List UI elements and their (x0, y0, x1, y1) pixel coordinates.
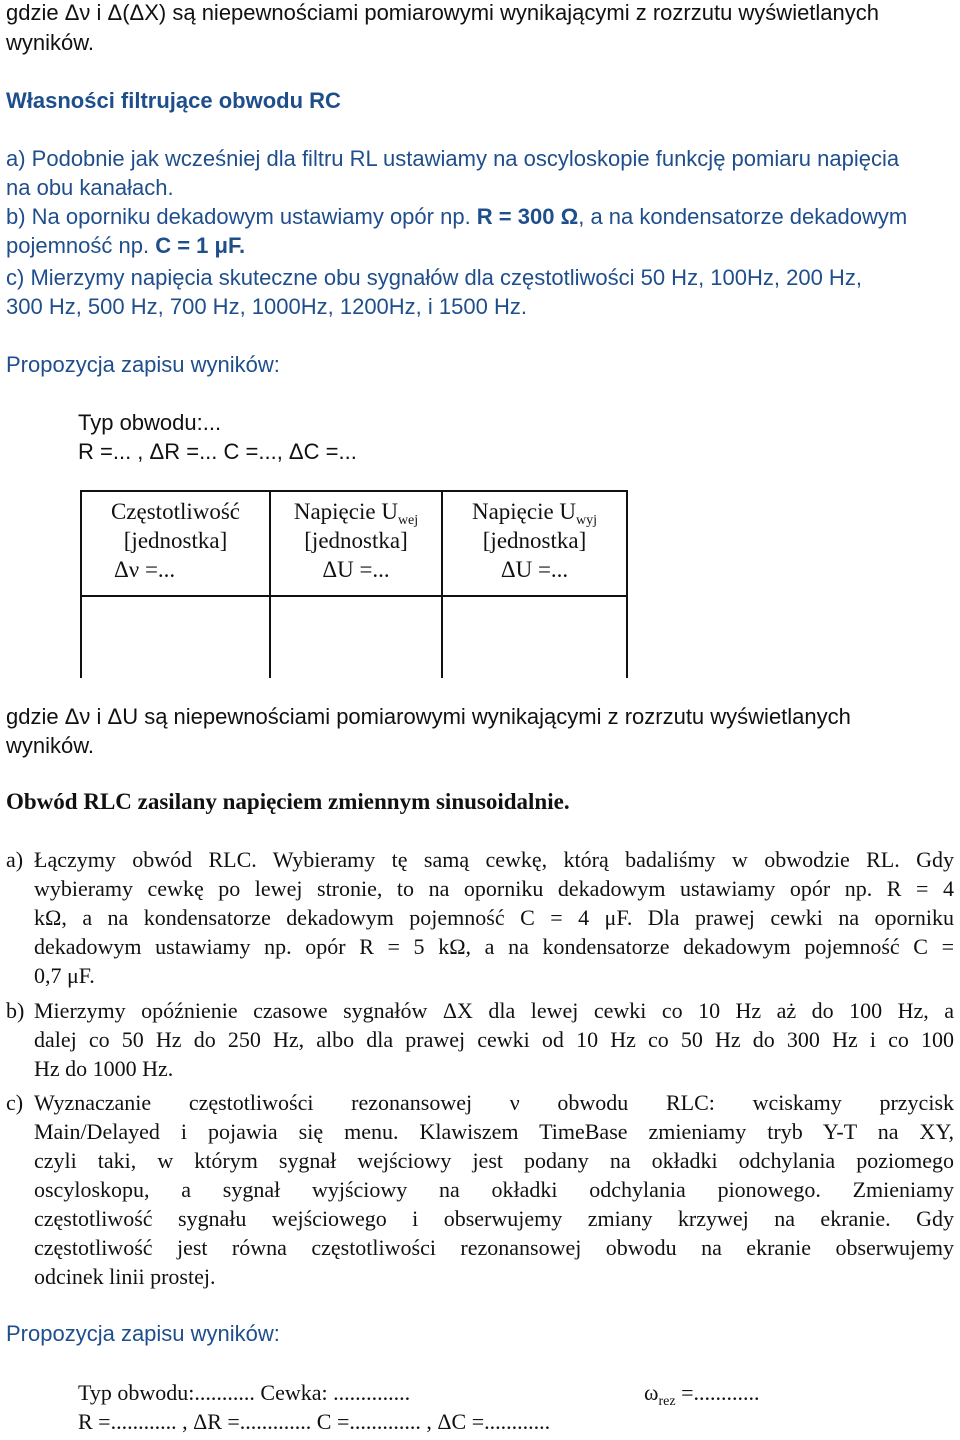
note-line-1: gdzie Δν i ΔU są niepewnościami pomiarowymi wynikającymi z rozrzutu wyświetlanych (6, 704, 851, 729)
input-voltage-uncertainty: ΔU =... (322, 557, 390, 582)
paragraph-line: częstotliwość sygnału wejściowego i obserwujemy zmiany krzywej na ekranie. Gdy (34, 1206, 954, 1231)
rc-item-c-line-1: c) Mierzymy napięcia skuteczne obu sygnałów dla częstotliwości 50 Hz, 100Hz, 200 Hz, (6, 265, 862, 290)
output-voltage-subscript: wyj (576, 513, 598, 528)
paragraph-line: kΩ, a na kondensatorze dekadowym pojemność C = 4 μF. Dla prawej cewki na oporniku (34, 905, 954, 930)
table-header-frequency (82, 497, 269, 584)
paragraph-line: Łączymy obwód RLC. Wybieramy tę samą cewkę, którą badaliśmy w obwodzie RL. Gdy (34, 847, 954, 872)
intro-line-1: gdzie Δν i Δ(ΔX) są niepewnościami pomiarowymi wynikającymi z rozrzutu wyświetlanych (6, 0, 880, 25)
rc-item-b-line-1 (6, 204, 907, 230)
rlc-item-c-label: c) (6, 1090, 24, 1115)
input-voltage-subscript: wej (397, 513, 419, 528)
rc-b1-text: b) Na oporniku dekadowym ustawiamy opór np. (6, 204, 477, 229)
table-header-output-voltage (443, 497, 626, 584)
table-header-input-voltage (271, 497, 441, 584)
rc-resistance-value: R = 300 Ω (476, 204, 579, 229)
proposal-1-circuit-type: Typ obwodu:... (78, 410, 222, 435)
rlc-item-b (34, 998, 954, 1085)
omega-subscript: rez (658, 1394, 676, 1409)
proposal-1-title: Propozycja zapisu wyników: (6, 352, 280, 377)
rlc-item-a (34, 847, 954, 992)
input-voltage-text: Napięcie U (293, 499, 398, 524)
paragraph-line: częstotliwość jest równa częstotliwości rezonansowej obwodu na ekranie obserwujemy (34, 1235, 954, 1260)
table-border-right (626, 490, 628, 678)
paragraph-line: oscyloskopu, a sygnał wyjściowy na okładki odchylania pionowego. Zmieniamy (34, 1177, 954, 1202)
proposal-2-title: Propozycja zapisu wyników: (6, 1321, 280, 1346)
output-voltage-label (443, 497, 626, 526)
proposal-2-params: R =............ , ΔR =............. C =............. , ΔC =............ (78, 1409, 551, 1434)
input-voltage-unit: [jednostka] (304, 528, 408, 553)
proposal-2-circuit-type: Typ obwodu:........... Cewka: .............. (78, 1380, 411, 1405)
intro-line-2: wyników. (6, 30, 95, 55)
rc-b1-tail: , a na kondensatorze dekadowym (578, 204, 908, 229)
output-voltage-unit: [jednostka] (482, 528, 587, 553)
rc-item-a-line-1: a) Podobnie jak wcześniej dla filtru RL ustawiamy na oscyloskopie funkcję pomiaru napięcia (6, 146, 900, 171)
omega-value: =............ (675, 1380, 760, 1405)
note-line-2: wyników. (6, 733, 95, 758)
paragraph-line: odcinek linii prostej. (34, 1264, 216, 1289)
table-top-border (80, 490, 628, 492)
proposal-1-params: R =... , ΔR =... C =..., ΔC =... (78, 439, 357, 464)
paragraph-line: Wyznaczanie częstotliwości rezonansowej ν obwodu RLC: wciskamy przycisk (34, 1090, 954, 1115)
paragraph-line: dekadowym ustawiamy np. opór R = 5 kΩ, a na kondensatorze dekadowym pojemność C = (34, 934, 954, 959)
rc-item-a-line-2: na obu kanałach. (6, 175, 174, 200)
paragraph-line: Hz do 1000 Hz. (34, 1056, 174, 1081)
rc-item-c-line-2: 300 Hz, 500 Hz, 700 Hz, 1000Hz, 1200Hz, i 1500 Hz. (6, 294, 527, 319)
paragraph-line: wybieramy cewkę po lewej stronie, to na oporniku dekadowym ustawiamy opór np. R = 4 (34, 876, 954, 901)
paragraph-line: 0,7 μF. (34, 963, 95, 988)
rc-heading: Własności filtrujące obwodu RC (6, 88, 341, 113)
rc-b2-text: pojemność np. (6, 233, 156, 258)
rc-item-b-line-2 (6, 233, 245, 259)
frequency-unit: [jednostka] (123, 528, 228, 553)
paragraph-line: Main/Delayed i pojawia się menu. Klawiszem TimeBase zmieniamy tryb Y-T na XY, (34, 1119, 954, 1144)
frequency-uncertainty: Δν =... (114, 557, 176, 582)
paragraph-line: Mierzymy opóźnienie czasowe sygnałów ΔX dla lewej cewki co 10 Hz aż do 100 Hz, a (34, 998, 954, 1023)
rlc-item-c (34, 1090, 954, 1293)
table-header-border (80, 595, 628, 597)
output-voltage-uncertainty: ΔU =... (500, 557, 569, 582)
input-voltage-label (271, 497, 441, 526)
paragraph-line: czyli taki, w którym sygnał wejściowy jest podany na okładki odchylania poziomego (34, 1148, 954, 1173)
output-voltage-text: Napięcie U (471, 499, 577, 524)
rlc-heading: Obwód RLC zasilany napięciem zmiennym sinusoidalnie. (6, 789, 570, 814)
omega-symbol: ω (644, 1380, 659, 1405)
paragraph-line: dalej co 50 Hz do 250 Hz, albo dla prawej cewki od 10 Hz co 50 Hz do 300 Hz i co 100 (34, 1027, 954, 1052)
rlc-item-b-label: b) (6, 998, 25, 1023)
frequency-label: Częstotliwość (110, 499, 241, 524)
rlc-item-a-label: a) (6, 847, 24, 872)
rc-capacitance-value: C = 1 μF. (155, 233, 246, 258)
proposal-2-resonance (644, 1380, 760, 1409)
